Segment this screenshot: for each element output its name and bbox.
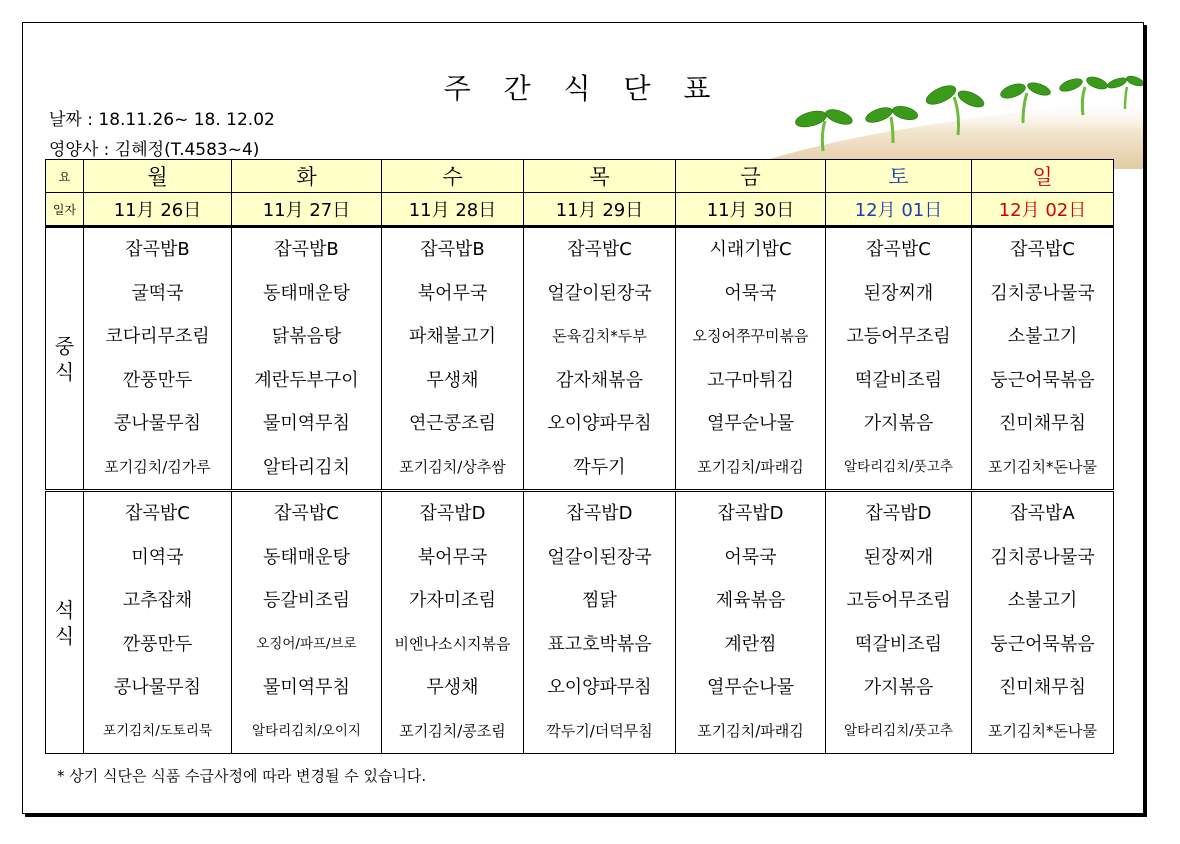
menu-item: 얼갈이된장국 bbox=[547, 546, 652, 568]
lunch-cell-mon bbox=[84, 227, 232, 491]
menu-item: 오이양파무침 bbox=[547, 413, 652, 434]
menu-item: 어묵국 bbox=[724, 282, 777, 304]
menu-item: 비엔나소시지볶음 bbox=[394, 634, 511, 653]
menu-item: 코다리무조림 bbox=[105, 326, 210, 347]
date-range: 날짜 : 18.11.26~ 18. 12.02 bbox=[49, 110, 275, 130]
menu-item: 포기김치/도토리묵 bbox=[103, 722, 212, 739]
dinner-label-char: 식 bbox=[54, 623, 75, 648]
dinner-cell-thu bbox=[524, 491, 676, 754]
menu-item: 굴떡국 bbox=[131, 282, 184, 304]
day-tue: 화 bbox=[232, 160, 382, 193]
menu-item: 동태매운탕 bbox=[263, 282, 350, 304]
menu-item: 떡갈비조림 bbox=[855, 369, 942, 391]
menu-item: 잡곡밥C bbox=[1010, 239, 1075, 260]
dinner-label bbox=[46, 491, 84, 754]
menu-item: 고구마튀김 bbox=[707, 369, 794, 391]
sprouts-image bbox=[753, 59, 1143, 169]
menu-item: 소불고기 bbox=[1007, 326, 1078, 347]
menu-item: 닭볶음탕 bbox=[271, 326, 342, 347]
dinner-cell-sun bbox=[972, 491, 1114, 754]
menu-item: 된장찌개 bbox=[863, 546, 934, 568]
menu-item: 감자채볶음 bbox=[556, 369, 643, 391]
day-sat: 토 bbox=[826, 160, 972, 193]
menu-item: 된장찌개 bbox=[863, 282, 934, 304]
dinner-cell-tue bbox=[232, 491, 382, 754]
menu-item: 포기김치/상추쌈 bbox=[399, 457, 506, 476]
menu-item: 시래기밥C bbox=[709, 239, 792, 260]
lunch-cell-sat bbox=[826, 227, 972, 491]
menu-item: 김치콩나물국 bbox=[990, 546, 1095, 568]
lunch-cell-tue bbox=[232, 227, 382, 491]
dinner-label-char: 석 bbox=[54, 597, 75, 622]
menu-item: 잡곡밥D bbox=[717, 503, 784, 524]
date-sun: 12月 02日 bbox=[972, 193, 1114, 227]
menu-item: 계란두부구이 bbox=[254, 369, 359, 391]
menu-item: 포기김치*돈나물 bbox=[988, 721, 1097, 740]
dinner-row bbox=[46, 491, 1114, 754]
menu-item: 포기김치/콩조림 bbox=[399, 721, 506, 740]
date-tue: 11月 27日 bbox=[232, 193, 382, 227]
date-thu: 11月 29日 bbox=[524, 193, 676, 227]
menu-item: 포기김치/파래김 bbox=[697, 721, 804, 740]
menu-item: 깐풍만두 bbox=[122, 369, 193, 391]
dinner-cell-sat bbox=[826, 491, 972, 754]
menu-item: 잡곡밥B bbox=[274, 239, 339, 260]
menu-item: 잡곡밥C bbox=[274, 503, 339, 524]
menu-item: 어묵국 bbox=[724, 546, 777, 568]
menu-item: 잡곡밥C bbox=[125, 503, 190, 524]
page-title: 주 간 식 단 표 bbox=[443, 72, 723, 105]
menu-item: 잡곡밥D bbox=[566, 503, 633, 524]
menu-item: 잡곡밥A bbox=[1010, 503, 1075, 524]
day-label: 요 bbox=[46, 160, 84, 193]
menu-item: 떡갈비조림 bbox=[855, 633, 942, 655]
menu-item: 둥근어묵볶음 bbox=[990, 369, 1095, 391]
menu-item: 가자미조림 bbox=[409, 590, 496, 611]
menu-item: 오이양파무침 bbox=[547, 677, 652, 698]
dinner-cell-mon bbox=[84, 491, 232, 754]
menu-item: 깐풍만두 bbox=[122, 633, 193, 655]
menu-item: 알타리김치/풋고추 bbox=[844, 458, 953, 475]
menu-item: 소불고기 bbox=[1007, 590, 1078, 611]
menu-item: 진미채무침 bbox=[999, 413, 1086, 434]
dinner-cell-fri bbox=[676, 491, 826, 754]
menu-item: 고등어무조림 bbox=[846, 326, 951, 347]
menu-item: 가지볶음 bbox=[863, 677, 934, 698]
day-fri: 금 bbox=[676, 160, 826, 193]
lunch-row bbox=[46, 227, 1114, 491]
menu-item: 포기김치/김가루 bbox=[104, 457, 211, 476]
menu-item: 잡곡밥C bbox=[567, 239, 632, 260]
menu-item: 북어무국 bbox=[417, 546, 488, 568]
menu-item: 얼갈이된장국 bbox=[547, 282, 652, 304]
menu-item: 진미채무침 bbox=[999, 677, 1086, 698]
menu-item: 잡곡밥D bbox=[419, 503, 486, 524]
menu-item: 돈육김치*두부 bbox=[552, 327, 647, 345]
menu-item: 물미역무침 bbox=[263, 413, 350, 434]
day-thu: 목 bbox=[524, 160, 676, 193]
menu-item: 제육볶음 bbox=[715, 590, 786, 611]
menu-item: 연근콩조림 bbox=[409, 413, 496, 434]
lunch-cell-fri bbox=[676, 227, 826, 491]
menu-item: 무생채 bbox=[426, 677, 479, 698]
day-header-row bbox=[46, 160, 1114, 193]
lunch-cell-wed bbox=[382, 227, 524, 491]
day-wed: 수 bbox=[382, 160, 524, 193]
menu-item: 무생채 bbox=[426, 369, 479, 391]
menu-item: 잡곡밥B bbox=[420, 239, 485, 260]
menu-item: 열무순나물 bbox=[707, 677, 794, 698]
date-fri: 11月 30日 bbox=[676, 193, 826, 227]
menu-item: 잡곡밥C bbox=[866, 239, 931, 260]
menu-item: 둥근어묵볶음 bbox=[990, 633, 1095, 655]
menu-item: 물미역무침 bbox=[263, 677, 350, 698]
menu-item: 콩나물무침 bbox=[114, 677, 201, 698]
dinner-cell-wed bbox=[382, 491, 524, 754]
menu-item: 열무순나물 bbox=[707, 413, 794, 434]
menu-item: 콩나물무침 bbox=[114, 413, 201, 434]
menu-item: 고등어무조림 bbox=[846, 590, 951, 611]
menu-item: 깍두기 bbox=[573, 456, 626, 478]
day-sun: 일 bbox=[972, 160, 1114, 193]
menu-item: 가지볶음 bbox=[863, 413, 934, 434]
menu-item: 동태매운탕 bbox=[263, 546, 350, 568]
date-header-row bbox=[46, 193, 1114, 227]
day-mon: 월 bbox=[84, 160, 232, 193]
menu-item: 깍두기/더덕무침 bbox=[546, 721, 653, 740]
menu-item: 파채불고기 bbox=[409, 326, 496, 347]
menu-item: 포기김치*돈나물 bbox=[988, 457, 1097, 476]
lunch-label bbox=[46, 227, 84, 491]
menu-item: 잡곡밥D bbox=[865, 503, 932, 524]
menu-item: 표고호박볶음 bbox=[547, 633, 652, 655]
menu-item: 등갈비조림 bbox=[263, 590, 350, 611]
weekly-menu-table bbox=[45, 159, 1114, 754]
menu-item: 포기김치/파래김 bbox=[697, 457, 804, 476]
lunch-cell-sun bbox=[972, 227, 1114, 491]
menu-item: 계란찜 bbox=[724, 633, 777, 655]
lunch-label-char: 중 bbox=[54, 333, 75, 358]
menu-item: 고추잡채 bbox=[122, 590, 193, 611]
menu-item: 오징어/파프/브로 bbox=[256, 635, 357, 652]
date-sat: 12月 01日 bbox=[826, 193, 972, 227]
footnote: * 상기 식단은 식품 수급사정에 따라 변경될 수 있습니다. bbox=[57, 767, 427, 785]
lunch-label-char: 식 bbox=[54, 359, 75, 384]
menu-document bbox=[22, 22, 1144, 814]
date-wed: 11月 28日 bbox=[382, 193, 524, 227]
menu-item: 알타리김치/오이지 bbox=[252, 722, 361, 739]
menu-item: 북어무국 bbox=[417, 282, 488, 304]
menu-item: 잡곡밥B bbox=[125, 239, 190, 260]
menu-item: 알타리김치 bbox=[263, 456, 350, 478]
nutritionist-info: 영양사 : 김혜정(T.4583~4) bbox=[49, 140, 260, 160]
menu-item: 알타리김치/풋고추 bbox=[844, 722, 953, 739]
lunch-cell-thu bbox=[524, 227, 676, 491]
menu-item: 김치콩나물국 bbox=[990, 282, 1095, 304]
date-mon: 11月 26日 bbox=[84, 193, 232, 227]
menu-item: 미역국 bbox=[131, 546, 184, 568]
menu-item: 찜닭 bbox=[582, 590, 617, 611]
menu-item: 오징어쭈꾸미볶음 bbox=[692, 327, 809, 345]
date-label: 일자 bbox=[46, 193, 84, 227]
